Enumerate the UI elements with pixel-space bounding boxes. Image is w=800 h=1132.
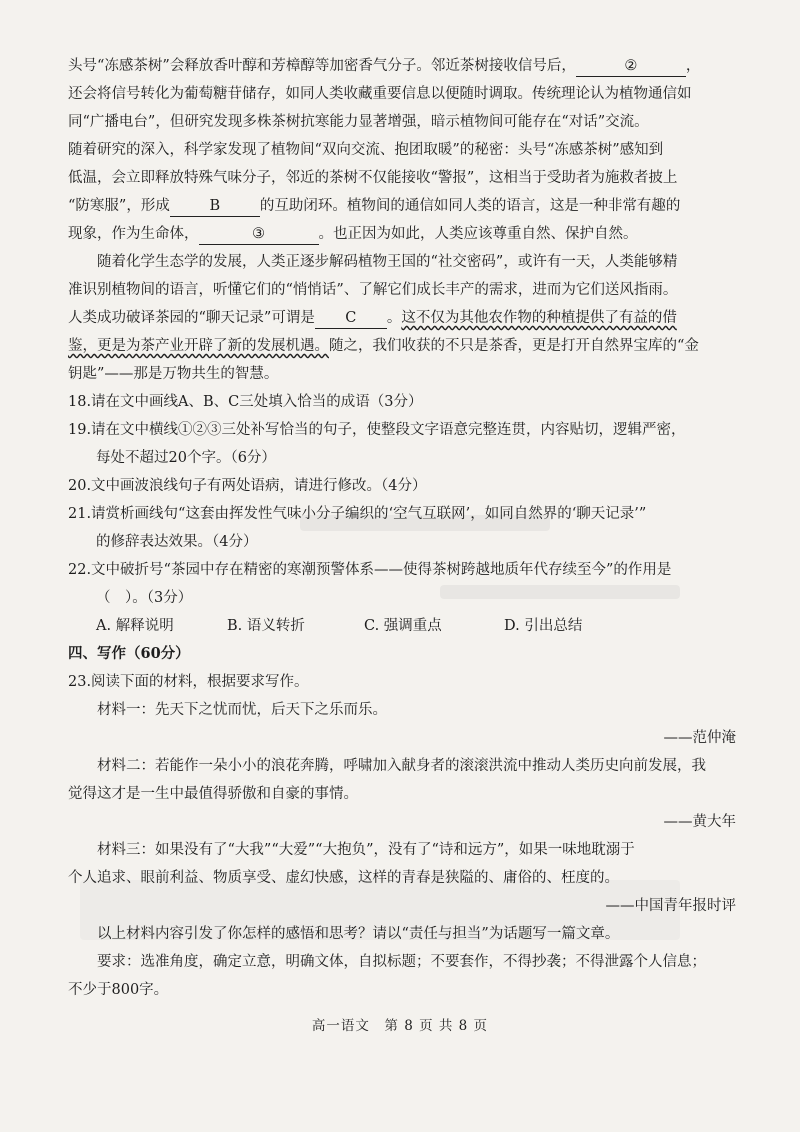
material-1-source: ——范仲淹 — [663, 730, 736, 746]
question-22-cont: （ ）。（3分） — [96, 590, 193, 606]
question-22: 22.文中破折号“茶园中存在精密的寒潮预警体系——使得茶树跨越地质年代存续至今”的作用是 — [68, 562, 672, 578]
material-3-source: ——中国青年报时评 — [605, 898, 736, 914]
blank-marker: ② — [624, 58, 638, 74]
passage-text: 的互助闭环。植物间的通信如同人类的语言，这是一种非常有趣的 — [259, 198, 681, 214]
question-20: 20.文中画波浪线句子有两处语病，请进行修改。（4分） — [68, 478, 427, 494]
material-3-cont: 个人追求、眼前利益、物质享受、虚幻快感，这样的青春是狭隘的、庸俗的、枉度的。 — [68, 870, 619, 886]
blank-3 — [199, 224, 319, 245]
passage-text: “防寒服”，形成 — [68, 198, 170, 214]
material-3: 材料三：如果没有了“大我”“大爱”“大抱负”，没有了“诗和远方”，如果一味地耽溺于 — [97, 842, 635, 858]
option-b: B. 语义转折 — [227, 618, 305, 634]
passage-text: 随之，我们收获的不只是茶香，更是打开自然界宝库的“金 — [329, 338, 699, 354]
blank-marker: B — [209, 198, 221, 214]
passage-line — [68, 304, 736, 332]
question-21-cont: 的修辞表达效果。（4分） — [96, 534, 258, 550]
option-a: A. 解释说明 — [96, 618, 174, 634]
material-2-source: ——黄大年 — [663, 814, 736, 830]
option-d: D. 引出总结 — [504, 618, 583, 634]
passage-line: 钥匙”——那是万物共生的智慧。 — [68, 366, 279, 382]
passage-line — [68, 52, 736, 80]
passage-line: 随着研究的深入，科学家发现了植物间“双向交流、抱团取暖”的秘密：头号“冻感茶树”感知到 — [68, 142, 664, 158]
passage-line — [68, 192, 736, 220]
passage-text: 人类成功破译茶园的“聊天记录”可谓是 — [68, 310, 315, 326]
material-2: 材料二：若能作一朵小小的浪花奔腾，呼啸加入献身者的滚滚洪流中推动人类历史向前发展，我 — [97, 758, 706, 774]
punctuation: 。 — [386, 310, 402, 326]
punctuation: ， — [685, 58, 701, 74]
blank-2 — [576, 56, 686, 77]
writing-requirements: 要求：选准角度，确定立意，明确文体，自拟标题；不要套作，不得抄袭；不得泄露个人信息； — [97, 954, 706, 970]
writing-section-title: 四、写作（60分） — [68, 645, 190, 662]
page-footer: 高一语文 第 8 页 共 8 页 — [311, 1018, 489, 1034]
wavy-underlined-sentence: 鉴，更是为茶产业开辟了新的发展机遇。 — [68, 338, 329, 354]
question-23: 23.阅读下面的材料，根据要求写作。 — [68, 674, 309, 690]
passage-line: 还会将信号转化为葡萄糖苷储存，如同人类收藏重要信息以便随时调取。传统理论认为植物通信如 — [68, 86, 692, 102]
material-2-cont: 觉得这才是一生中最值得骄傲和自豪的事情。 — [68, 786, 358, 802]
question-18: 18.请在文中画线A、B、C三处填入恰当的成语（3分） — [68, 394, 423, 410]
question-22-options — [68, 612, 736, 640]
option-c: C. 强调重点 — [364, 618, 442, 634]
question-19: 19.请在文中横线①②③三处补写恰当的句子，使整段文字语意完整连贯，内容贴切，逻辑严密， — [68, 422, 686, 438]
passage-line — [68, 220, 736, 248]
passage-line: 随着化学生态学的发展，人类正逐步解码植物王国的“社交密码”，或许有一天，人类能够精 — [97, 254, 678, 270]
writing-requirements-cont: 不少于800字。 — [68, 982, 169, 998]
question-19-cont: 每处不超过20个字。（6分） — [96, 450, 276, 466]
passage-line: 准识别植物间的语言，听懂它们的“悄悄话”、了解它们成长丰产的需求，进而为它们送风指雨。 — [68, 282, 678, 298]
passage-text: 头号“冻感茶树”会释放香叶醇和芳樟醇等加密香气分子。邻近茶树接收信号后， — [68, 58, 576, 74]
blank-b — [170, 196, 260, 217]
blank-marker: C — [345, 310, 357, 326]
passage-text: 现象，作为生命体， — [68, 226, 199, 242]
passage-line — [68, 332, 736, 360]
passage-line: 低温，会立即释放特殊气味分子，邻近的茶树不仅能接收“警报”，这相当于受助者为施救者披上 — [68, 170, 678, 186]
wavy-underlined-sentence: 这不仅为其他农作物的种植提供了有益的借 — [401, 310, 677, 326]
passage-line: 同“广播电台”，但研究发现多株茶树抗寒能力显著增强，暗示植物间可能存在“对话”交流。 — [68, 114, 649, 130]
question-21: 21.请赏析画线句“这套由挥发性气味小分子编织的‘空气互联网’，如同自然界的‘聊天记录’” — [68, 506, 647, 522]
material-1: 材料一：先天下之忧而忧，后天下之乐而乐。 — [97, 702, 387, 718]
reading-passage — [68, 52, 736, 1004]
blank-c — [315, 308, 387, 329]
blank-marker: ③ — [252, 226, 265, 242]
writing-prompt: 以上材料内容引发了你怎样的感悟和思考？请以“责任与担当”为话题写一篇文章。 — [97, 926, 620, 942]
passage-text: 。也正因为如此，人类应该尊重自然、保护自然。 — [318, 226, 638, 242]
